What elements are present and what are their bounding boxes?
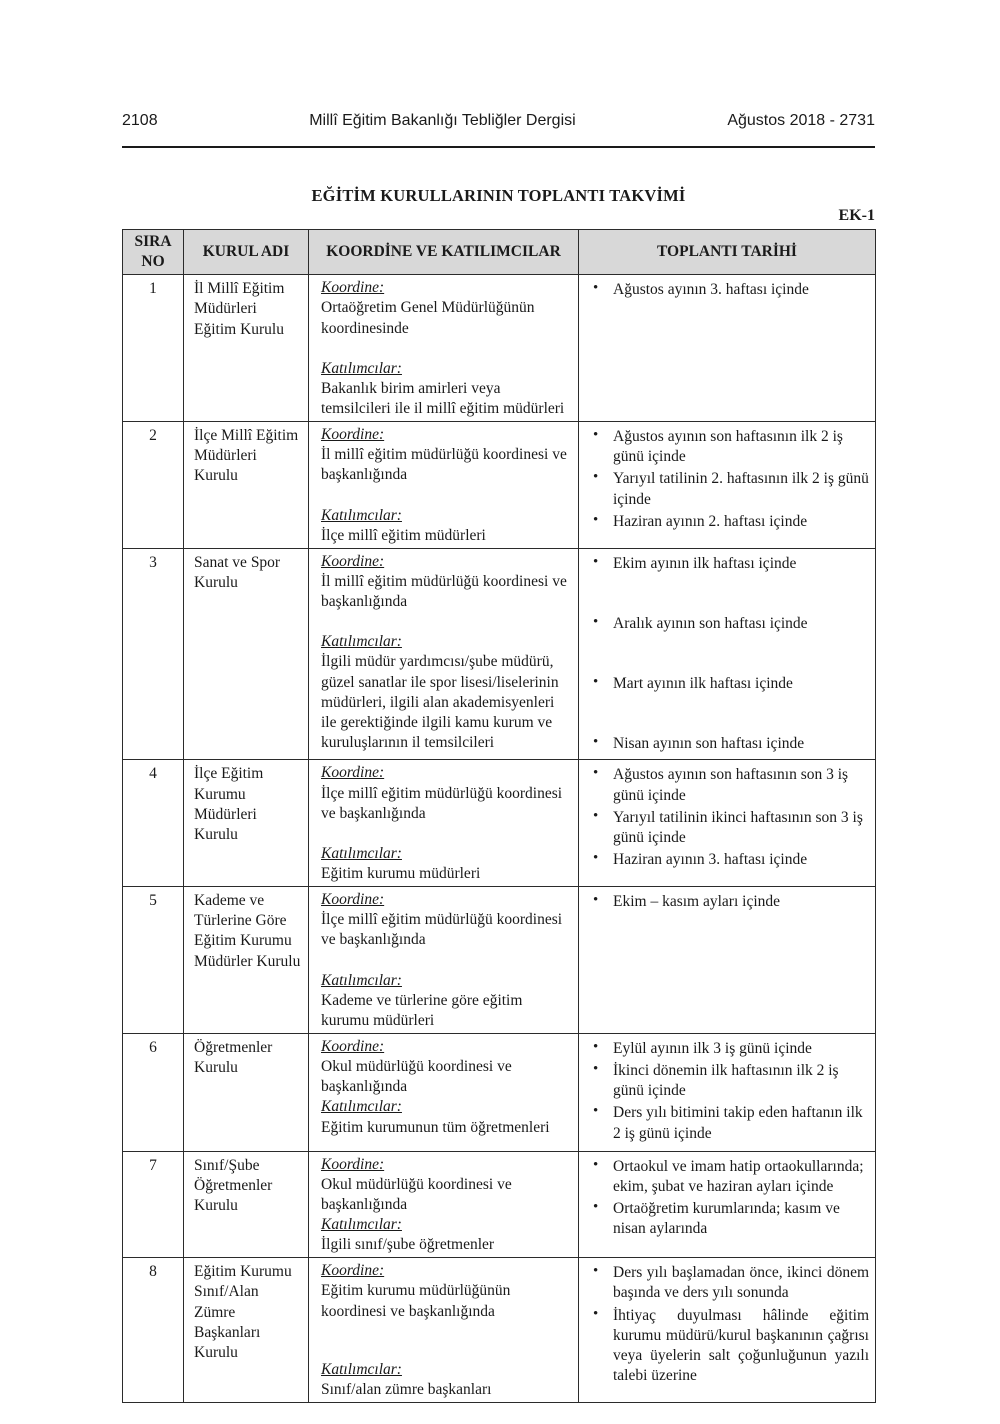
coordination-cell [309, 1258, 579, 1403]
coordination-cell [309, 887, 579, 1034]
meeting-date-text: Ağustos ayının son haftasının son 3 iş günü içinde [613, 766, 849, 804]
meeting-date-list [587, 765, 869, 872]
council-name: Eğitim Kurumu Sınıf/Alan Zümre Başkanları Kurulu [194, 1263, 292, 1361]
meeting-date-text: Ağustos ayının 3. haftası içinde [613, 281, 809, 299]
table-body [123, 275, 876, 1403]
katilimcilar-text: İlgili sınıf/şube öğretmenler [321, 1236, 495, 1254]
bullet-icon: • [593, 849, 599, 866]
row-number: 8 [149, 1263, 157, 1281]
row-number-cell [123, 1033, 184, 1151]
issue-label: Ağustos 2018 - 2731 [727, 112, 875, 129]
meeting-date-item [587, 554, 869, 574]
bullet-icon: • [593, 765, 599, 782]
row-number-cell [123, 1258, 184, 1403]
katilimcilar-label: Katılımcılar: [321, 1216, 402, 1234]
meeting-date-item [587, 614, 869, 634]
meeting-date-item [587, 1157, 869, 1197]
council-name: Sınıf/Şube Öğretmenler Kurulu [194, 1156, 273, 1214]
row-number-cell [123, 887, 184, 1034]
row-number: 1 [149, 280, 157, 298]
row-number: 5 [149, 892, 157, 910]
page-number: 2108 [122, 112, 158, 129]
council-name-cell [184, 422, 309, 549]
meeting-date-cell [579, 1258, 876, 1403]
table-row [123, 275, 876, 422]
page-header [122, 112, 875, 130]
meeting-date-list [587, 892, 869, 914]
koordine-text: İl millî eğitim müdürlüğü koordinesi ve başkanlığında [321, 446, 567, 484]
katilimcilar-label: Katılımcılar: [321, 359, 402, 377]
document-title: EĞİTİM KURULLARININ TOPLANTI TAKVİMİ [311, 186, 686, 205]
journal-title: Millî Eğitim Bakanlığı Tebliğler Dergisi [309, 112, 576, 129]
council-name-cell [184, 548, 309, 760]
meeting-date-item [587, 1061, 869, 1101]
bullet-icon: • [593, 280, 599, 297]
coordination-cell [309, 548, 579, 760]
row-number-cell [123, 1151, 184, 1258]
table-row [123, 760, 876, 887]
column-header-sira-no: SIRA NO [123, 230, 184, 275]
council-name: Öğretmenler Kurulu [194, 1038, 273, 1077]
table-row [123, 548, 876, 760]
row-number: 7 [149, 1156, 157, 1174]
bullet-icon: • [593, 469, 599, 486]
meeting-date-list [587, 280, 869, 302]
katilimcilar-text: Kademe ve türlerine göre eğitim kurumu müdürleri [321, 991, 523, 1029]
bullet-icon: • [593, 1038, 599, 1055]
coordination-cell [309, 1033, 579, 1151]
koordine-text: İlçe millî eğitim müdürlüğü koordinesi ve başkanlığında [321, 784, 563, 822]
katilimcilar-text: Eğitim kurumu müdürleri [321, 864, 481, 882]
row-number: 4 [149, 765, 157, 783]
meeting-date-item [587, 1306, 869, 1387]
katilimcilar-label: Katılımcılar: [321, 844, 402, 862]
bullet-icon: • [593, 1305, 599, 1322]
meeting-date-item [587, 850, 869, 870]
koordine-text: İlçe millî eğitim müdürlüğü koordinesi ve başkanlığında [321, 911, 563, 949]
council-name-cell [184, 1151, 309, 1258]
meeting-date-item [587, 892, 869, 912]
council-name: Kademe ve Türlerine Göre Eğitim Kurumu Müdürler Kurulu [194, 892, 301, 970]
meeting-date-item [587, 427, 869, 467]
meeting-date-text: İkinci dönemin ilk haftasının ilk 2 iş günü içinde [613, 1062, 839, 1100]
meeting-date-cell [579, 422, 876, 549]
meeting-date-item [587, 808, 869, 848]
meeting-date-text: Nisan ayının son haftası içinde [613, 735, 805, 753]
meeting-date-item [587, 1103, 869, 1143]
koordine-text: Ortaöğretim Genel Müdürlüğünün koordinesinde [321, 299, 535, 337]
bullet-icon: • [593, 1263, 599, 1280]
row-number: 2 [149, 427, 157, 445]
koordine-text: Okul müdürlüğü koordinesi ve başkanlığında [321, 1058, 512, 1096]
katilimcilar-text: İlgili müdür yardımcısı/şube müdürü, güzel sanatlar ile spor lisesi/liselerinin müdürleri, ilgili alan akademisyenleri ile gerektiğinde ilgili kamu kurum ve kuruluşlarının il temsilcileri [321, 653, 559, 751]
meeting-date-text: İhtiyaç duyulması hâlinde eğitim kurumu müdürü/kurul başkanının çağrısı veya üyelerin salt çoğunluğunun yazılı talebi üzerine [613, 1306, 869, 1385]
meeting-date-text: Haziran ayının 2. haftası içinde [613, 512, 808, 530]
meeting-date-text: Ortaöğretim kurumlarında; kasım ve nisan aylarında [613, 1199, 840, 1238]
council-name-cell [184, 1033, 309, 1151]
meeting-date-text: Yarıyıl tatilinin ikinci haftasının son 3 iş günü içinde [613, 808, 863, 846]
koordine-label: Koordine: [321, 552, 385, 570]
council-name: İlçe Eğitim Kurumu Müdürleri Kurulu [194, 765, 264, 843]
meeting-date-item [587, 674, 869, 694]
meeting-date-list [587, 1263, 869, 1388]
table-row [123, 1151, 876, 1258]
katilimcilar-label: Katılımcılar: [321, 506, 402, 524]
koordine-label: Koordine: [321, 1037, 385, 1055]
koordine-label: Koordine: [321, 891, 385, 909]
bullet-icon: • [593, 511, 599, 528]
katilimcilar-text: Sınıf/alan zümre başkanları [321, 1380, 492, 1398]
meeting-date-text: Ders yılı başlamadan önce, ikinci dönem başında ve ders yılı sonunda [613, 1264, 869, 1302]
bullet-icon: • [593, 613, 599, 630]
row-number: 3 [149, 553, 157, 571]
column-header-koordine: KOORDİNE VE KATILIMCILAR [309, 230, 579, 275]
table-row [123, 887, 876, 1034]
row-number-cell [123, 548, 184, 760]
meeting-date-list [587, 554, 869, 755]
meeting-date-item [587, 1199, 869, 1239]
bullet-icon: • [593, 734, 599, 751]
meeting-date-cell [579, 1151, 876, 1258]
bullet-icon: • [593, 674, 599, 691]
row-number-cell [123, 275, 184, 422]
katilimcilar-label: Katılımcılar: [321, 633, 402, 651]
row-number: 6 [149, 1038, 157, 1056]
meeting-date-list [587, 1157, 869, 1242]
meeting-date-text: Ortaokul ve imam hatip ortaokullarında; ekim, şubat ve haziran ayları içinde [613, 1157, 864, 1195]
council-name-cell [184, 760, 309, 887]
meeting-date-cell [579, 887, 876, 1034]
header-divider [122, 146, 875, 148]
meeting-date-item [587, 512, 869, 532]
meeting-date-item [587, 1263, 869, 1303]
column-header-toplanti-tarihi: TOPLANTI TARİHİ [579, 230, 876, 275]
column-header-kurul-adi: KURUL ADI [184, 230, 309, 275]
meeting-date-text: Ağustos ayının son haftasının ilk 2 iş günü içinde [613, 428, 843, 466]
meeting-date-cell [579, 275, 876, 422]
meeting-date-cell [579, 760, 876, 887]
council-name-cell [184, 887, 309, 1034]
koordine-label: Koordine: [321, 426, 385, 444]
council-name: İl Millî Eğitim Müdürleri Eğitim Kurulu [194, 280, 285, 338]
bullet-icon: • [593, 1156, 599, 1173]
bullet-icon: • [593, 427, 599, 444]
coordination-cell [309, 1151, 579, 1258]
koordine-label: Koordine: [321, 1155, 385, 1173]
meeting-date-text: Aralık ayının son haftası içinde [613, 614, 808, 632]
council-name-cell [184, 1258, 309, 1403]
katilimcilar-text: Bakanlık birim amirleri veya temsilcileri ile il millî eğitim müdürleri [321, 379, 565, 417]
table-row [123, 1033, 876, 1151]
koordine-text: Okul müdürlüğü koordinesi ve başkanlığında [321, 1175, 512, 1213]
row-number-cell [123, 760, 184, 887]
council-name: Sanat ve Spor Kurulu [194, 553, 281, 591]
koordine-text: Eğitim kurumu müdürlüğünün koordinesi ve başkanlığında [321, 1282, 511, 1320]
table-row [123, 1258, 876, 1403]
meeting-date-item [587, 280, 869, 300]
coordination-cell [309, 422, 579, 549]
meeting-date-list [587, 427, 869, 534]
katilimcilar-label: Katılımcılar: [321, 1360, 402, 1378]
katilimcilar-label: Katılımcılar: [321, 1098, 402, 1116]
meeting-date-cell [579, 548, 876, 760]
meeting-date-item [587, 734, 869, 754]
table-row [123, 422, 876, 549]
meeting-date-text: Eylül ayının ilk 3 iş günü içinde [613, 1039, 812, 1057]
council-name-cell [184, 275, 309, 422]
annex-label: EK-1 [838, 207, 875, 224]
coordination-cell [309, 275, 579, 422]
meeting-calendar-table [122, 229, 876, 1403]
table-header-row [123, 230, 876, 275]
koordine-label: Koordine: [321, 1262, 385, 1280]
koordine-label: Koordine: [321, 764, 385, 782]
meeting-date-text: Mart ayının ilk haftası içinde [613, 675, 793, 693]
katilimcilar-text: Eğitim kurumunun tüm öğretmenleri [321, 1118, 550, 1136]
meeting-date-list [587, 1039, 869, 1146]
bullet-icon: • [593, 807, 599, 824]
coordination-cell [309, 760, 579, 887]
bullet-icon: • [593, 1103, 599, 1120]
meeting-date-cell [579, 1033, 876, 1151]
katilimcilar-label: Katılımcılar: [321, 971, 402, 989]
katilimcilar-text: İlçe millî eğitim müdürleri [321, 526, 486, 544]
koordine-label: Koordine: [321, 279, 385, 297]
meeting-date-item [587, 765, 869, 805]
meeting-date-item [587, 1039, 869, 1059]
meeting-date-text: Haziran ayının 3. haftası içinde [613, 850, 808, 868]
koordine-text: İl millî eğitim müdürlüğü koordinesi ve başkanlığında [321, 572, 567, 611]
row-number-cell [123, 422, 184, 549]
bullet-icon: • [593, 1061, 599, 1078]
bullet-icon: • [593, 1198, 599, 1215]
meeting-date-text: Ders yılı bitimini takip eden haftanın ilk 2 iş günü içinde [613, 1104, 863, 1142]
meeting-date-text: Ekim ayının ilk haftası içinde [613, 554, 797, 572]
bullet-icon: • [593, 892, 599, 909]
meeting-date-item [587, 469, 869, 509]
meeting-date-text: Yarıyıl tatilinin 2. haftasının ilk 2 iş günü içinde [613, 470, 869, 508]
bullet-icon: • [593, 553, 599, 570]
council-name: İlçe Millî Eğitim Müdürleri Kurulu [194, 427, 299, 485]
meeting-date-text: Ekim – kasım ayları içinde [613, 893, 781, 911]
